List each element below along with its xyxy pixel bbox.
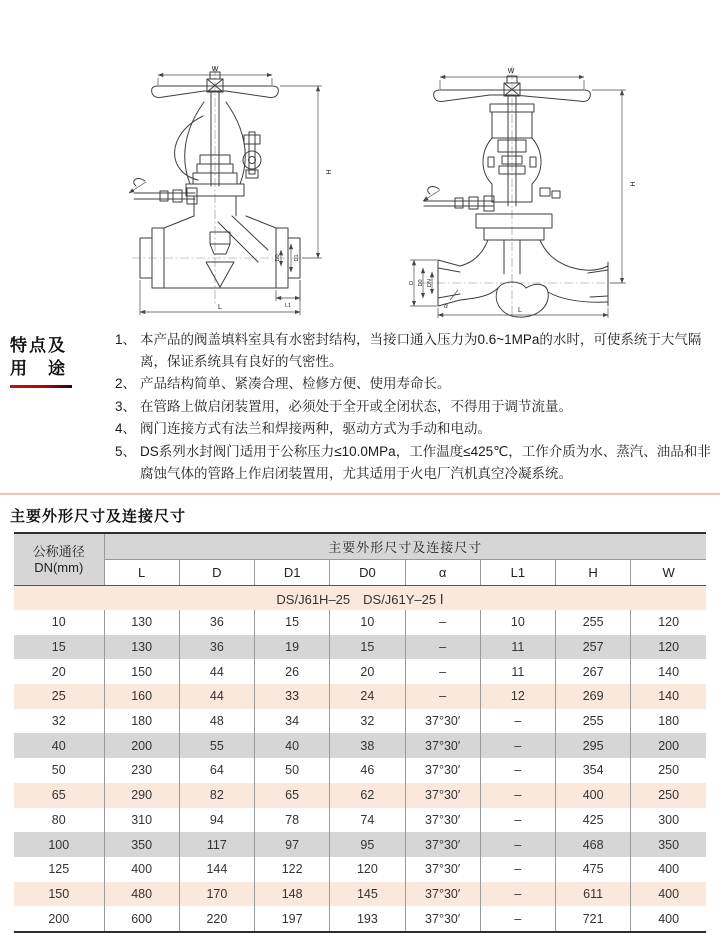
table-cell: 82 xyxy=(179,783,254,808)
col-header-w: W xyxy=(631,560,706,586)
dimension-lines xyxy=(129,75,322,315)
table-row xyxy=(14,758,706,783)
table-cell: 180 xyxy=(631,709,706,734)
dim-label-h: H xyxy=(324,169,331,175)
model-row-label: DS/J61H–25 DS/J61Y–25 Ⅰ xyxy=(14,586,706,611)
table-cell: 400 xyxy=(556,783,631,808)
table-cell: 20 xyxy=(330,659,405,684)
table-cell: 10 xyxy=(330,610,405,635)
table-cell: 11 xyxy=(480,635,555,660)
features-heading-line1: 特点及 xyxy=(10,336,67,355)
table-cell: 117 xyxy=(179,832,254,857)
feature-item xyxy=(115,418,712,440)
table-cell: 250 xyxy=(631,783,706,808)
table-cell: 120 xyxy=(631,610,706,635)
features-heading-line2: 用 途 xyxy=(10,359,67,378)
table-cell: 350 xyxy=(631,832,706,857)
table-cell: – xyxy=(480,882,555,907)
feature-text: 产品结构简单、紧凑合理、检修方便、使用寿命长。 xyxy=(140,376,451,392)
table-cell: 74 xyxy=(330,808,405,833)
table-cell: – xyxy=(480,808,555,833)
table-cell: 400 xyxy=(631,857,706,882)
table-cell: 37°30′ xyxy=(405,882,480,907)
table-cell: 120 xyxy=(330,857,405,882)
table-cell: 300 xyxy=(631,808,706,833)
table-cell: 65 xyxy=(51,788,66,803)
table-cell: 37°30′ xyxy=(405,857,480,882)
table-row xyxy=(14,808,706,833)
table-row xyxy=(14,684,706,709)
header-row-group xyxy=(14,533,706,560)
table-body xyxy=(14,610,706,932)
table-cell: 36 xyxy=(179,635,254,660)
dim-label-w: W xyxy=(211,66,219,73)
dim-label-alpha: α xyxy=(444,303,448,310)
table-cell: 38 xyxy=(330,733,405,758)
feature-text: 本产品的阀盖填料室具有水密封结构，当接口通入压力为0.6~1MPa的水时，可使系统于大气隔离，保证系统具有良好的气密性。 xyxy=(140,332,702,369)
table-cell: 37°30′ xyxy=(405,733,480,758)
dim-label-dn: DN xyxy=(427,279,433,287)
table-cell: – xyxy=(405,659,480,684)
table-cell: 37°30′ xyxy=(405,709,480,734)
table-cell: – xyxy=(480,733,555,758)
table-row xyxy=(14,906,706,932)
dn-header-cell xyxy=(14,533,104,586)
heading-underline xyxy=(10,385,72,388)
table-cell: – xyxy=(480,758,555,783)
dim-label-d0: D0 xyxy=(275,254,281,262)
table-cell: 180 xyxy=(104,709,179,734)
dim-label-h: H xyxy=(628,181,635,187)
table-cell: 33 xyxy=(255,684,330,709)
table-cell: 120 xyxy=(631,635,706,660)
feature-item xyxy=(115,373,712,395)
right-valve-drawing xyxy=(392,38,642,323)
table-cell: 78 xyxy=(255,808,330,833)
table-cell: 32 xyxy=(330,709,405,734)
section-divider-line xyxy=(0,493,720,495)
table-cell: 148 xyxy=(255,882,330,907)
features-list xyxy=(115,329,712,485)
table-cell: 600 xyxy=(104,906,179,932)
table-cell: 50 xyxy=(255,758,330,783)
table-cell: 160 xyxy=(104,684,179,709)
table-row xyxy=(14,857,706,882)
table-cell: 37°30′ xyxy=(405,783,480,808)
table-cell: 37°30′ xyxy=(405,808,480,833)
table-cell: 34 xyxy=(255,709,330,734)
col-header-h: H xyxy=(556,560,631,586)
table-cell: 140 xyxy=(631,684,706,709)
table-cell: – xyxy=(480,857,555,882)
table-cell: 44 xyxy=(179,659,254,684)
table-cell: 611 xyxy=(556,882,631,907)
feature-number: 4、 xyxy=(115,421,137,437)
table-cell: 468 xyxy=(556,832,631,857)
table-title: 主要外形尺寸及连接尺寸 xyxy=(10,508,187,525)
dim-label-l: L xyxy=(518,307,522,314)
table-cell: 400 xyxy=(104,857,179,882)
table-cell: – xyxy=(480,783,555,808)
table-cell: 255 xyxy=(556,610,631,635)
table-cell: 40 xyxy=(51,738,66,753)
table-cell: 170 xyxy=(179,882,254,907)
table-cell: 20 xyxy=(51,664,66,679)
table-cell: – xyxy=(480,832,555,857)
table-cell: 15 xyxy=(255,610,330,635)
table-cell: 55 xyxy=(179,733,254,758)
table-cell: 15 xyxy=(330,635,405,660)
table-cell: 295 xyxy=(556,733,631,758)
col-header-d1: D1 xyxy=(255,560,330,586)
table-cell: 11 xyxy=(480,659,555,684)
table-cell: 150 xyxy=(48,886,70,901)
table-cell: – xyxy=(480,906,555,932)
col-header-d: D xyxy=(179,560,254,586)
table-row xyxy=(14,635,706,660)
col-header-l: L xyxy=(104,560,179,586)
dn-header-unit: DN(mm) xyxy=(34,559,84,575)
table-cell: 250 xyxy=(631,758,706,783)
table-cell: 37°30′ xyxy=(405,906,480,932)
table-cell: – xyxy=(405,684,480,709)
table-cell: 200 xyxy=(631,733,706,758)
table-cell: 32 xyxy=(51,714,66,729)
table-cell: 130 xyxy=(104,610,179,635)
left-valve-drawing xyxy=(100,38,340,323)
table-cell: 36 xyxy=(179,610,254,635)
dim-label-d1: D1 xyxy=(294,254,300,262)
table-cell: 97 xyxy=(255,832,330,857)
table-row xyxy=(14,882,706,907)
table-cell: 65 xyxy=(255,783,330,808)
feature-number: 1、 xyxy=(115,332,137,347)
table-row xyxy=(14,709,706,734)
table-cell: 64 xyxy=(179,758,254,783)
dimensions-table xyxy=(14,532,706,933)
feature-item xyxy=(115,396,712,418)
feature-item xyxy=(115,329,712,372)
table-cell: 10 xyxy=(480,610,555,635)
table-cell: 145 xyxy=(330,882,405,907)
table-cell: 140 xyxy=(631,659,706,684)
dn-header-label: 公称通径 xyxy=(32,543,85,559)
feature-number: 2、 xyxy=(115,376,137,392)
dim-label-d: D xyxy=(409,281,415,285)
table-cell: 220 xyxy=(179,906,254,932)
table-cell: 290 xyxy=(104,783,179,808)
table-row xyxy=(14,832,706,857)
table-cell: 480 xyxy=(104,882,179,907)
table-cell: 257 xyxy=(556,635,631,660)
table-cell: 94 xyxy=(179,808,254,833)
dim-label-d0: D0 xyxy=(418,279,424,287)
model-row xyxy=(14,586,706,611)
table-cell: 12 xyxy=(480,684,555,709)
table-cell: 144 xyxy=(179,857,254,882)
table-cell: 80 xyxy=(51,812,66,827)
table-cell: 400 xyxy=(631,882,706,907)
table-cell: 26 xyxy=(255,659,330,684)
table-row xyxy=(14,610,706,635)
table-cell: 25 xyxy=(51,689,66,704)
table-cell: 425 xyxy=(556,808,631,833)
dim-label-w: W xyxy=(507,68,515,75)
table-cell: 475 xyxy=(556,857,631,882)
table-cell: – xyxy=(480,709,555,734)
feature-text: 阀门连接方式有法兰和焊接两种，驱动方式为手动和电动。 xyxy=(140,421,491,437)
table-cell: 200 xyxy=(48,911,70,926)
table-cell: 95 xyxy=(330,832,405,857)
table-cell: 37°30′ xyxy=(405,832,480,857)
dimension-lines xyxy=(410,77,626,318)
table-cell: 193 xyxy=(330,906,405,932)
centerlines xyxy=(132,66,308,304)
table-cell: 200 xyxy=(104,733,179,758)
table-cell: 40 xyxy=(255,733,330,758)
table-cell: 125 xyxy=(48,862,70,877)
table-row xyxy=(14,659,706,684)
header-row-columns xyxy=(14,560,706,586)
table-cell: 46 xyxy=(330,758,405,783)
table-cell: 130 xyxy=(104,635,179,660)
col-header-d0: D0 xyxy=(330,560,405,586)
dim-label-l: L xyxy=(218,304,222,311)
table-cell: 400 xyxy=(631,906,706,932)
features-heading xyxy=(10,334,110,388)
feature-text: 在管路上做启闭装置用，必须处于全开或全闭状态，不得用于调节流量。 xyxy=(140,398,572,414)
table-cell: 50 xyxy=(51,763,66,778)
table-cell: – xyxy=(405,635,480,660)
table-cell: 267 xyxy=(556,659,631,684)
valve-body-lines xyxy=(424,76,608,317)
table-cell: 255 xyxy=(556,709,631,734)
feature-number: 3、 xyxy=(115,398,137,414)
table-cell: 19 xyxy=(255,635,330,660)
table-cell: 15 xyxy=(51,640,66,655)
table-row xyxy=(14,783,706,808)
table-cell: 721 xyxy=(556,906,631,932)
table-cell: 269 xyxy=(556,684,631,709)
table-cell: 230 xyxy=(104,758,179,783)
table-cell: 37°30′ xyxy=(405,758,480,783)
table-cell: 197 xyxy=(255,906,330,932)
table-row xyxy=(14,733,706,758)
table-cell: 24 xyxy=(330,684,405,709)
feature-item xyxy=(115,441,712,484)
table-cell: 44 xyxy=(179,684,254,709)
table-cell: 310 xyxy=(104,808,179,833)
table-cell: 10 xyxy=(51,615,66,630)
col-header-alpha: α xyxy=(405,560,480,586)
table-cell: 100 xyxy=(48,837,70,852)
table-cell: 350 xyxy=(104,832,179,857)
table-cell: 62 xyxy=(330,783,405,808)
dim-label-l1: L1 xyxy=(284,303,292,309)
table-cell: 48 xyxy=(179,709,254,734)
feature-text: DS系列水封阀门适用于公称压力≤10.0MPa，工作温度≤425℃，工作介质为水、蒸汽、油品和非腐蚀气体的管路上作启闭装置用，尤其适用于火电厂汽机真空冷凝系统。 xyxy=(140,443,711,481)
col-header-l1: L1 xyxy=(480,560,555,586)
table-cell: 150 xyxy=(104,659,179,684)
group-header-cell: 主要外形尺寸及连接尺寸 xyxy=(104,533,706,560)
table-cell: 354 xyxy=(556,758,631,783)
table-cell: – xyxy=(405,610,480,635)
feature-number: 5、 xyxy=(115,443,137,459)
table-cell: 122 xyxy=(255,857,330,882)
